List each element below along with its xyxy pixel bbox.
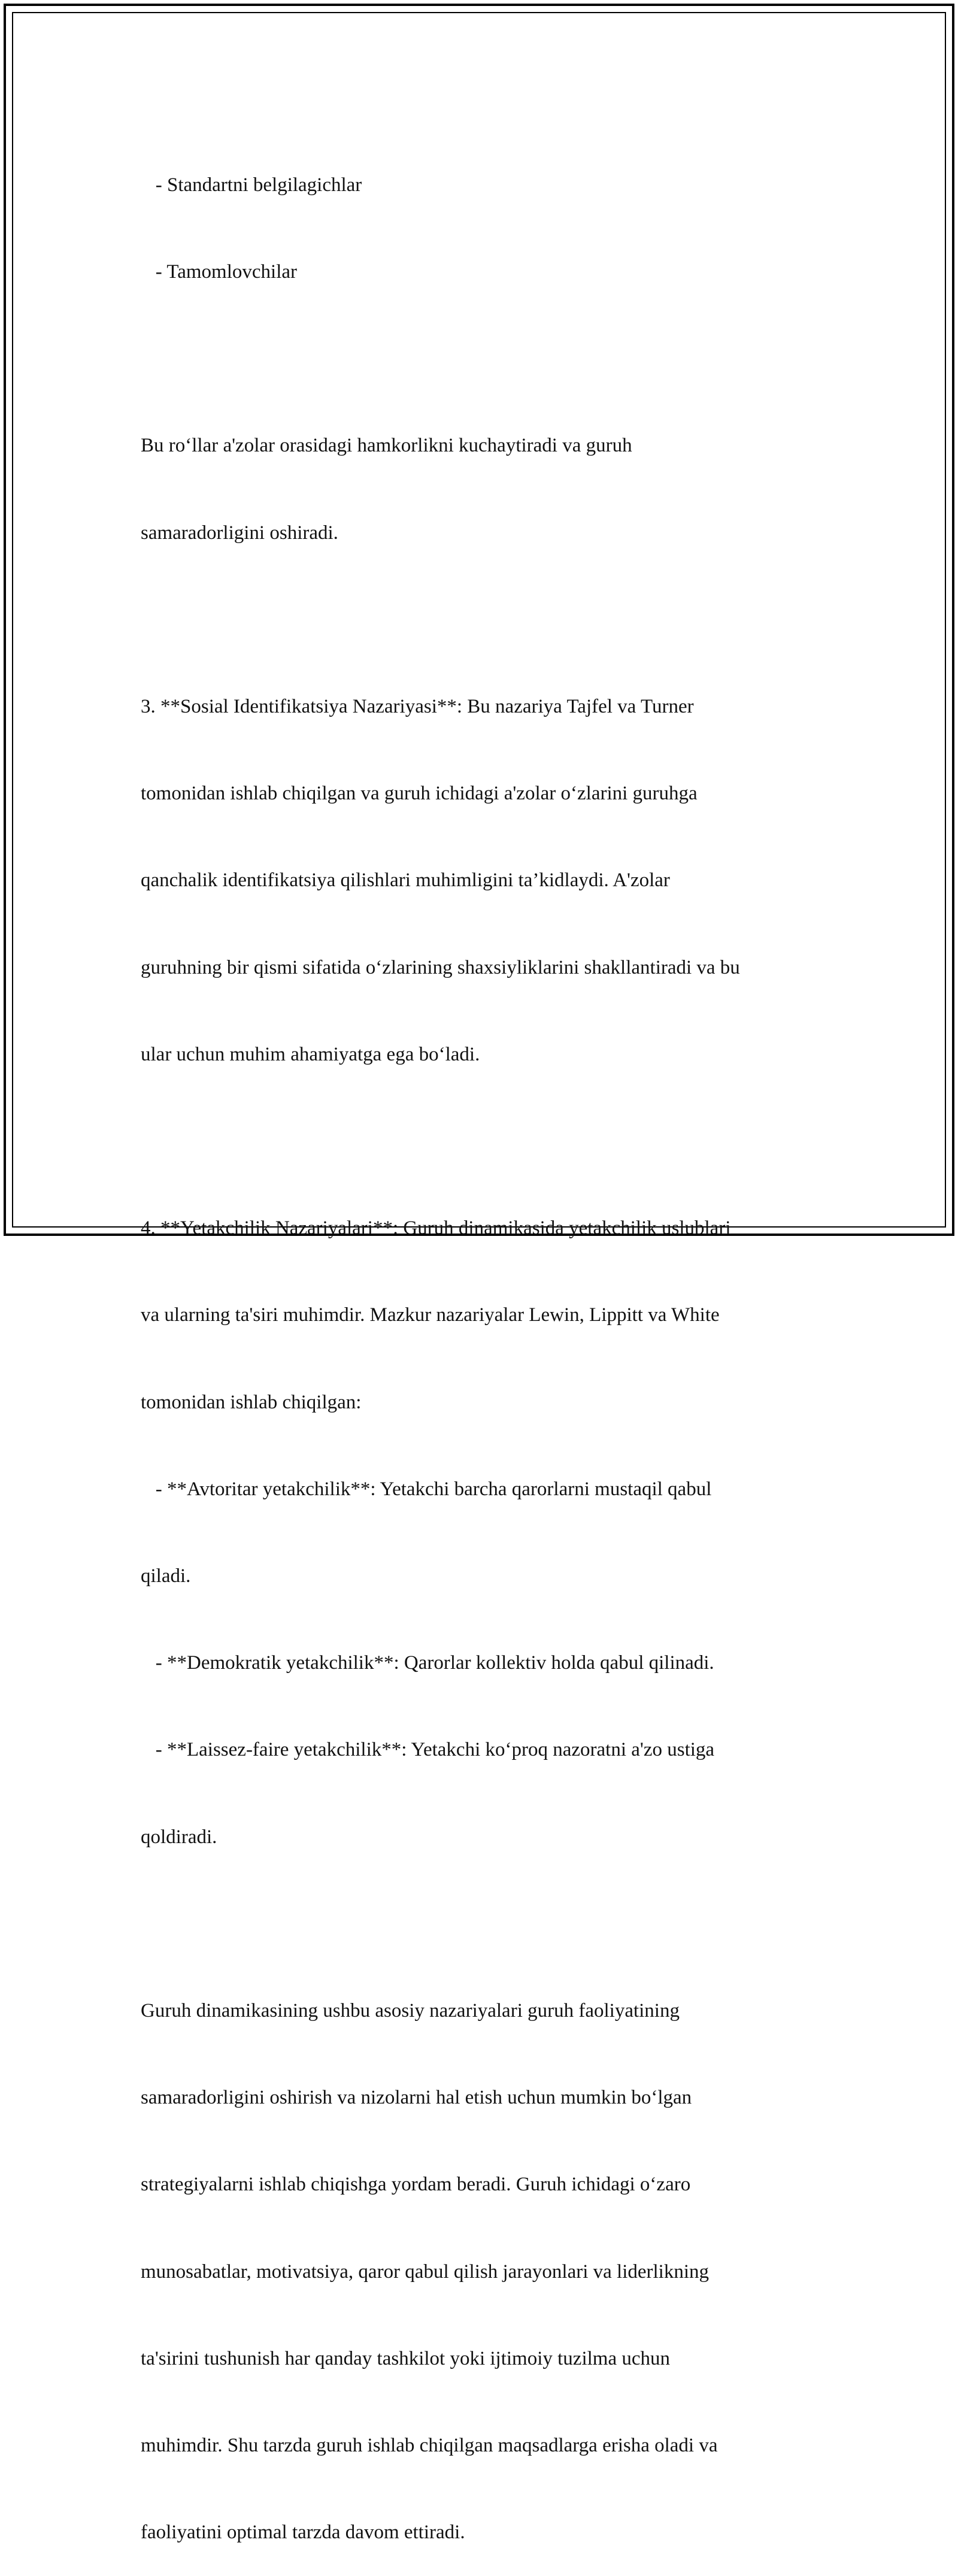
text-line: tomonidan ishlab chiqilgan va guruh ichidagi a'zolar o‘zlarini guruhga	[141, 783, 698, 805]
text-line: strategiyalarni ishlab chiqishga yordam beradi. Guruh ichidagi o‘zaro	[141, 2174, 691, 2196]
document-body	[141, 113, 829, 2576]
text-line: tomonidan ishlab chiqilgan:	[141, 1391, 362, 1413]
text-line: ta'sirini tushunish har qanday tashkilot yoki ijtimoiy tuzilma uchun	[141, 2347, 671, 2369]
text-line: ular uchun muhim ahamiyatga ega bo‘ladi.	[141, 1043, 480, 1065]
text-line: qanchalik identifikatsiya qilishlari muhimligini ta’kidlaydi. A'zolar	[141, 869, 670, 892]
text-line	[141, 1127, 829, 1156]
text-line: samaradorligini oshirish va nizolarni hal etish uchun mumkin bo‘lgan	[141, 2087, 692, 2109]
text-line: 3. **Sosial Identifikatsiya Nazariyasi**: Bu nazariya Tajfel va Turner	[141, 696, 694, 718]
text-line: guruhning bir qismi sifatida o‘zlarining shaxsiyliklarini shakllantiradi va bu	[141, 956, 740, 978]
text-line: - Standartni belgilagichlar	[141, 174, 362, 196]
text-line: 4. **Yetakchilik Nazariyalari**: Guruh dinamikasida yetakchilik uslublari	[141, 1217, 731, 1239]
text-line: - **Laissez-faire yetakchilik**: Yetakchi ko‘proq nazoratni a'zo ustiga	[141, 1739, 715, 1761]
text-line: Bu ro‘llar a'zolar orasidagi hamkorlikni kuchaytiradi va guruh	[141, 435, 632, 457]
text-line: samaradorligini oshiradi.	[141, 522, 338, 544]
text-line	[141, 605, 829, 634]
text-line: faoliyatini optimal tarzda davom ettiradi.	[141, 2522, 465, 2544]
text-line: qiladi.	[141, 1565, 191, 1587]
text-line: - **Avtoritar yetakchilik**: Yetakchi barcha qarorlarni mustaqil qabul	[141, 1478, 712, 1500]
text-line: - Tamomlovchilar	[141, 261, 298, 283]
text-line	[141, 1910, 829, 1938]
text-line: - **Demokratik yetakchilik**: Qarorlar kollektiv holda qabul qilinadi.	[141, 1652, 714, 1674]
text-line: va ularning ta'siri muhimdir. Mazkur nazariyalar Lewin, Lippitt va White	[141, 1304, 720, 1326]
text-line: qoldiradi.	[141, 1826, 217, 1848]
text-line	[141, 344, 829, 373]
text-line: muhimdir. Shu tarzda guruh ishlab chiqilgan maqsadlarga erisha oladi va	[141, 2435, 718, 2457]
text-line: munosabatlar, motivatsiya, qaror qabul qilish jarayonlari va liderlikning	[141, 2260, 710, 2283]
text-line: Guruh dinamikasining ushbu asosiy nazariyalari guruh faoliyatining	[141, 2000, 680, 2022]
